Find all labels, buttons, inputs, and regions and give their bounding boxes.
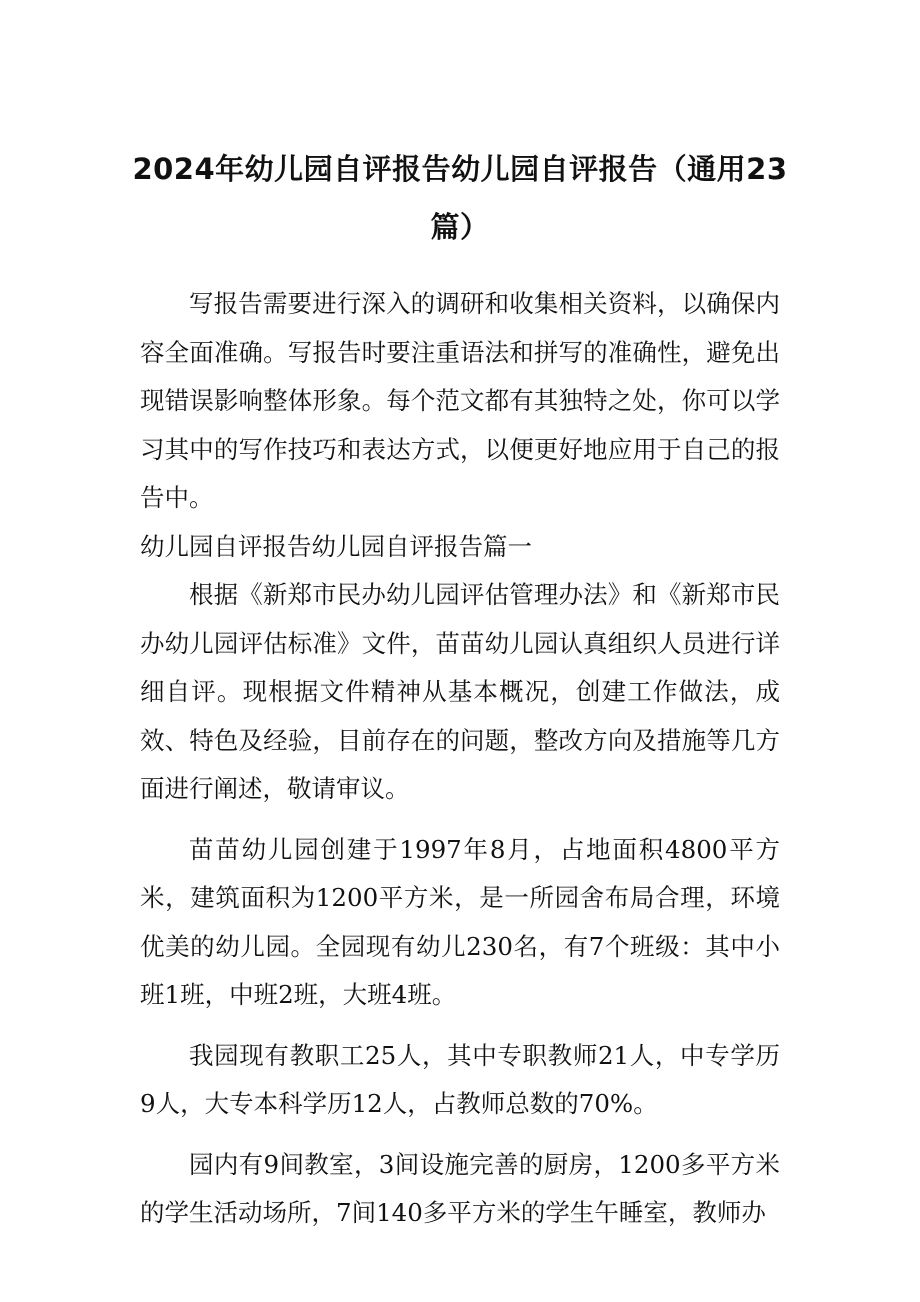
body-paragraph-4: 园内有9间教室，3间设施完善的厨房，1200多平方米的学生活动场所，7间140多平方米的学生午睡室，教师办 [140, 1149, 780, 1227]
body-paragraph-2: 苗苗幼儿园创建于1997年8月，占地面积4800平方米，建筑面积为1200平方米，是一所园舍布局合理，环境优美的幼儿园。全园现有幼儿230名，有7个班级：其中小班1班，中班2班，大班4班。 [140, 834, 780, 1009]
body-paragraph-3: 我园现有教职工25人，其中专职教师21人，中专学历9人，大专本科学历12人，占教师总数的70%。 [140, 1040, 780, 1118]
document-title: 2024年幼儿园自评报告幼儿园自评报告（通用23篇） [132, 152, 788, 244]
body-paragraph-1: 根据《新郑市民办幼儿园评估管理办法》和《新郑市民办幼儿园评估标准》文件，苗苗幼儿园认真组织人员进行详细自评。现根据文件精神从基本概况，创建工作做法，成效、特色及经验，目前存在的问题，整改方向及措施等几方面进行阐述，敬请审议。 [140, 580, 780, 803]
section-heading: 幼儿园自评报告幼儿园自评报告篇一 [140, 531, 532, 561]
intro-paragraph: 写报告需要进行深入的调研和收集相关资料，以确保内容全面准确。写报告时要注重语法和拼写的准确性，避免出现错误影响整体形象。每个范文都有其独特之处，你可以学习其中的写作技巧和表达方式，以便更好地应用于自己的报告中。 [140, 289, 780, 512]
document-body [140, 280, 780, 1238]
